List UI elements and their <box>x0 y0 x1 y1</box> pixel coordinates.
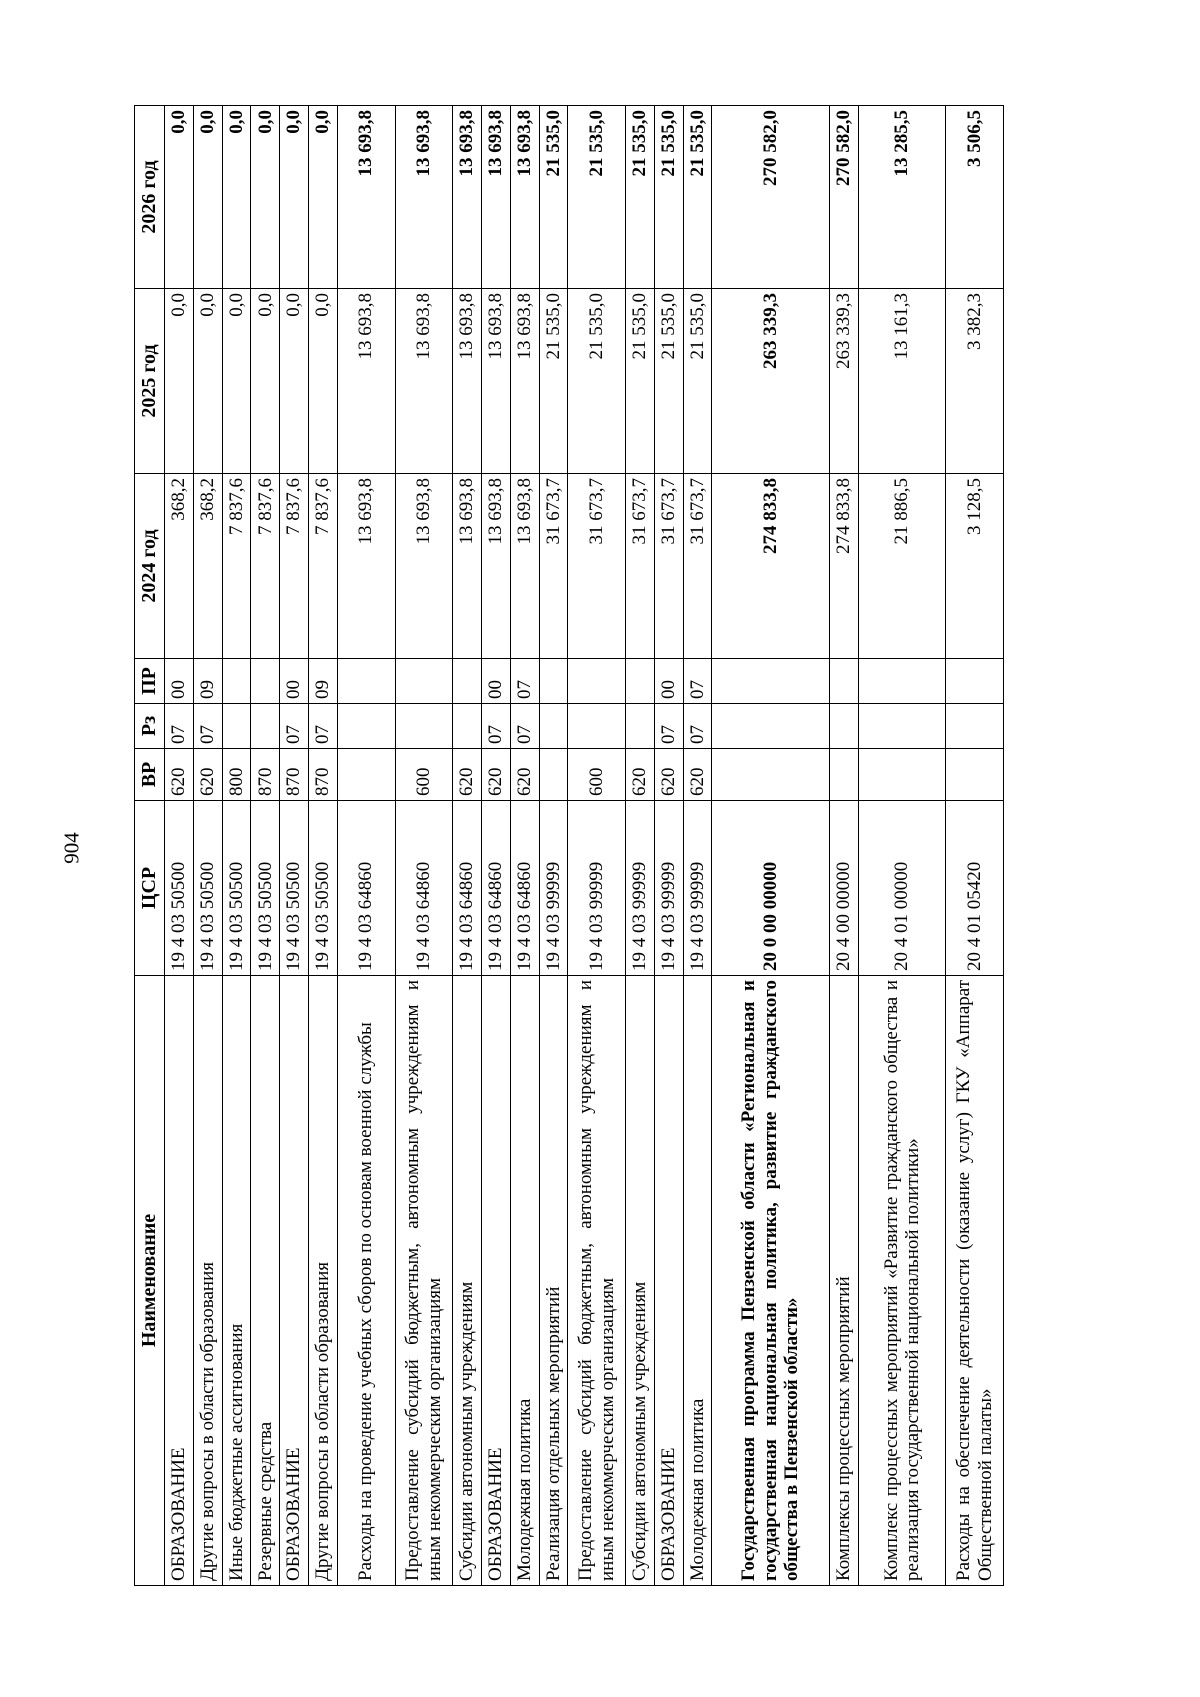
cell-name: Субсидии автономным учреждениям <box>453 976 482 1586</box>
header-csr: ЦСР <box>135 801 165 976</box>
cell-pr: 00 <box>654 659 683 704</box>
cell-pr: 09 <box>193 659 222 704</box>
cell-2024: 368,2 <box>193 474 222 659</box>
cell-pr <box>946 659 1004 704</box>
cell-vr <box>539 749 568 801</box>
cell-name: Комплексы процессных мероприятий <box>829 976 858 1586</box>
cell-rz <box>395 704 453 749</box>
cell-csr: 19 4 03 99999 <box>626 801 655 976</box>
table-row <box>626 106 655 1586</box>
header-pr: ПР <box>135 659 165 704</box>
table-row <box>395 106 453 1586</box>
table-row <box>337 106 395 1586</box>
cell-2026: 0,0 <box>309 106 338 289</box>
cell-2025: 13 693,8 <box>510 289 539 474</box>
cell-csr: 19 4 03 64860 <box>337 801 395 976</box>
cell-csr: 19 4 03 50500 <box>193 801 222 976</box>
cell-name: Молодежная политика <box>510 976 539 1586</box>
cell-2026: 21 535,0 <box>683 106 712 289</box>
table-row <box>222 106 251 1586</box>
cell-name: ОБРАЗОВАНИЕ <box>481 976 510 1586</box>
table-row <box>280 106 309 1586</box>
cell-2024: 13 693,8 <box>453 474 482 659</box>
cell-2025: 3 382,3 <box>946 289 1004 474</box>
cell-csr: 19 4 03 50500 <box>222 801 251 976</box>
table-row <box>654 106 683 1586</box>
cell-rz <box>568 704 626 749</box>
cell-name: Иные бюджетные ассигнования <box>222 976 251 1586</box>
cell-name: Предоставление субсидий бюджетным, автономным учреждениям и иным некоммерческим организациям <box>395 976 453 1586</box>
cell-2026: 13 285,5 <box>858 106 946 289</box>
cell-csr: 20 4 01 00000 <box>858 801 946 976</box>
cell-2026: 0,0 <box>280 106 309 289</box>
cell-rz <box>539 704 568 749</box>
table-row <box>309 106 338 1586</box>
header-name: Наименование <box>135 976 165 1586</box>
cell-pr: 07 <box>510 659 539 704</box>
cell-2025: 0,0 <box>309 289 338 474</box>
table-row <box>858 106 946 1586</box>
cell-pr <box>337 659 395 704</box>
cell-vr: 620 <box>193 749 222 801</box>
cell-pr: 00 <box>481 659 510 704</box>
cell-csr: 20 4 01 05420 <box>946 801 1004 976</box>
cell-name: ОБРАЗОВАНИЕ <box>654 976 683 1586</box>
cell-2024: 7 837,6 <box>251 474 280 659</box>
cell-name: Молодежная политика <box>683 976 712 1586</box>
table-row <box>946 106 1004 1586</box>
cell-name: Резервные средства <box>251 976 280 1586</box>
cell-pr <box>858 659 946 704</box>
cell-csr: 19 4 03 50500 <box>309 801 338 976</box>
cell-csr: 20 0 00 00000 <box>712 801 829 976</box>
cell-2026: 21 535,0 <box>539 106 568 289</box>
cell-vr <box>712 749 829 801</box>
cell-pr <box>222 659 251 704</box>
cell-vr: 600 <box>568 749 626 801</box>
cell-name: Государственная программа Пензенской области «Региональная и государственная национальная политика, развитие гражданского общества в Пензенской области» <box>712 976 829 1586</box>
cell-2026: 21 535,0 <box>568 106 626 289</box>
cell-rz: 07 <box>481 704 510 749</box>
cell-2024: 31 673,7 <box>568 474 626 659</box>
cell-rz <box>251 704 280 749</box>
cell-2024: 13 693,8 <box>395 474 453 659</box>
cell-vr <box>858 749 946 801</box>
cell-vr: 620 <box>165 749 194 801</box>
cell-2025: 21 535,0 <box>539 289 568 474</box>
cell-pr: 07 <box>683 659 712 704</box>
cell-name: ОБРАЗОВАНИЕ <box>280 976 309 1586</box>
cell-2026: 21 535,0 <box>654 106 683 289</box>
table-row <box>481 106 510 1586</box>
cell-2024: 31 673,7 <box>683 474 712 659</box>
table-body <box>165 106 1004 1586</box>
cell-2024: 13 693,8 <box>337 474 395 659</box>
cell-csr: 19 4 03 50500 <box>280 801 309 976</box>
cell-csr: 19 4 03 99999 <box>539 801 568 976</box>
cell-pr: 09 <box>309 659 338 704</box>
cell-vr: 800 <box>222 749 251 801</box>
cell-2024: 368,2 <box>165 474 194 659</box>
cell-pr <box>395 659 453 704</box>
cell-2026: 13 693,8 <box>395 106 453 289</box>
page-number: 904 <box>59 832 84 864</box>
cell-vr: 870 <box>309 749 338 801</box>
table-row <box>453 106 482 1586</box>
cell-pr <box>829 659 858 704</box>
cell-2024: 13 693,8 <box>481 474 510 659</box>
cell-2025: 0,0 <box>280 289 309 474</box>
cell-name: Предоставление субсидий бюджетным, автономным учреждениям и иным некоммерческим организациям <box>568 976 626 1586</box>
cell-2026: 13 693,8 <box>337 106 395 289</box>
cell-2024: 3 128,5 <box>946 474 1004 659</box>
cell-2026: 0,0 <box>193 106 222 289</box>
cell-rz <box>946 704 1004 749</box>
cell-2026: 21 535,0 <box>626 106 655 289</box>
cell-vr: 600 <box>395 749 453 801</box>
cell-2025: 13 693,8 <box>337 289 395 474</box>
cell-name: Другие вопросы в области образования <box>193 976 222 1586</box>
cell-pr <box>251 659 280 704</box>
cell-vr: 870 <box>251 749 280 801</box>
table-row <box>568 106 626 1586</box>
cell-rz <box>626 704 655 749</box>
cell-vr: 620 <box>654 749 683 801</box>
cell-rz <box>222 704 251 749</box>
cell-rz <box>712 704 829 749</box>
cell-rz: 07 <box>683 704 712 749</box>
cell-2026: 270 582,0 <box>829 106 858 289</box>
cell-vr: 620 <box>481 749 510 801</box>
table-row <box>683 106 712 1586</box>
cell-vr <box>946 749 1004 801</box>
cell-2026: 13 693,8 <box>481 106 510 289</box>
cell-rz <box>337 704 395 749</box>
cell-2025: 21 535,0 <box>654 289 683 474</box>
table-row <box>165 106 194 1586</box>
cell-2024: 31 673,7 <box>654 474 683 659</box>
cell-csr: 19 4 03 99999 <box>654 801 683 976</box>
cell-2025: 21 535,0 <box>568 289 626 474</box>
cell-2024: 7 837,6 <box>309 474 338 659</box>
header-2024: 2024 год <box>135 474 165 659</box>
cell-rz: 07 <box>309 704 338 749</box>
cell-vr: 620 <box>453 749 482 801</box>
cell-2024: 7 837,6 <box>222 474 251 659</box>
cell-name: ОБРАЗОВАНИЕ <box>165 976 194 1586</box>
cell-pr <box>626 659 655 704</box>
header-rz: Рз <box>135 704 165 749</box>
table-row <box>539 106 568 1586</box>
cell-name: Реализация отдельных мероприятий <box>539 976 568 1586</box>
cell-2025: 0,0 <box>222 289 251 474</box>
cell-rz <box>858 704 946 749</box>
cell-2025: 13 693,8 <box>395 289 453 474</box>
cell-rz: 07 <box>654 704 683 749</box>
cell-rz: 07 <box>510 704 539 749</box>
cell-2025: 0,0 <box>165 289 194 474</box>
cell-rz: 07 <box>165 704 194 749</box>
cell-vr <box>337 749 395 801</box>
table-row <box>510 106 539 1586</box>
cell-2025: 21 535,0 <box>626 289 655 474</box>
cell-csr: 19 4 03 64860 <box>510 801 539 976</box>
cell-pr <box>712 659 829 704</box>
cell-2024: 31 673,7 <box>539 474 568 659</box>
cell-2026: 13 693,8 <box>453 106 482 289</box>
cell-pr: 00 <box>165 659 194 704</box>
cell-2026: 13 693,8 <box>510 106 539 289</box>
cell-2024: 274 833,8 <box>829 474 858 659</box>
cell-2026: 0,0 <box>251 106 280 289</box>
cell-csr: 19 4 03 99999 <box>568 801 626 976</box>
cell-2024: 21 886,5 <box>858 474 946 659</box>
cell-name: Комплекс процессных мероприятий «Развитие гражданского общества и реализация государственной национальной политики» <box>858 976 946 1586</box>
cell-csr: 19 4 03 50500 <box>165 801 194 976</box>
cell-2026: 0,0 <box>165 106 194 289</box>
table-row <box>193 106 222 1586</box>
cell-2025: 13 693,8 <box>453 289 482 474</box>
cell-2025: 0,0 <box>251 289 280 474</box>
table-row <box>712 106 829 1586</box>
cell-pr <box>568 659 626 704</box>
cell-2025: 263 339,3 <box>712 289 829 474</box>
header-vr: ВР <box>135 749 165 801</box>
cell-pr <box>453 659 482 704</box>
cell-2026: 0,0 <box>222 106 251 289</box>
cell-vr: 620 <box>626 749 655 801</box>
table-row <box>829 106 858 1586</box>
cell-vr <box>829 749 858 801</box>
budget-table-rotated <box>134 106 1004 1586</box>
cell-vr: 870 <box>280 749 309 801</box>
table-row <box>251 106 280 1586</box>
cell-name: Субсидии автономным учреждениям <box>626 976 655 1586</box>
cell-2024: 7 837,6 <box>280 474 309 659</box>
table-header-row <box>135 106 165 1586</box>
cell-csr: 19 4 03 64860 <box>453 801 482 976</box>
cell-2025: 13 161,3 <box>858 289 946 474</box>
cell-csr: 19 4 03 99999 <box>683 801 712 976</box>
cell-name: Расходы на проведение учебных сборов по основам военной службы <box>337 976 395 1586</box>
cell-pr: 00 <box>280 659 309 704</box>
cell-csr: 19 4 03 64860 <box>481 801 510 976</box>
cell-rz <box>453 704 482 749</box>
cell-csr: 20 4 00 00000 <box>829 801 858 976</box>
cell-csr: 19 4 03 50500 <box>251 801 280 976</box>
cell-2025: 263 339,3 <box>829 289 858 474</box>
cell-2026: 270 582,0 <box>712 106 829 289</box>
cell-2025: 0,0 <box>193 289 222 474</box>
cell-2024: 13 693,8 <box>510 474 539 659</box>
cell-rz: 07 <box>280 704 309 749</box>
budget-table <box>134 105 1004 1586</box>
cell-name: Расходы на обеспечение деятельности (оказание услуг) ГКУ «Аппарат Общественной палаты» <box>946 976 1004 1586</box>
header-2025: 2025 год <box>135 289 165 474</box>
cell-2026: 3 506,5 <box>946 106 1004 289</box>
cell-vr: 620 <box>683 749 712 801</box>
cell-pr <box>539 659 568 704</box>
cell-vr: 620 <box>510 749 539 801</box>
header-2026: 2026 год <box>135 106 165 289</box>
cell-csr: 19 4 03 64860 <box>395 801 453 976</box>
cell-name: Другие вопросы в области образования <box>309 976 338 1586</box>
cell-rz <box>829 704 858 749</box>
cell-2024: 274 833,8 <box>712 474 829 659</box>
cell-2025: 21 535,0 <box>683 289 712 474</box>
cell-rz: 07 <box>193 704 222 749</box>
cell-2025: 13 693,8 <box>481 289 510 474</box>
cell-2024: 31 673,7 <box>626 474 655 659</box>
